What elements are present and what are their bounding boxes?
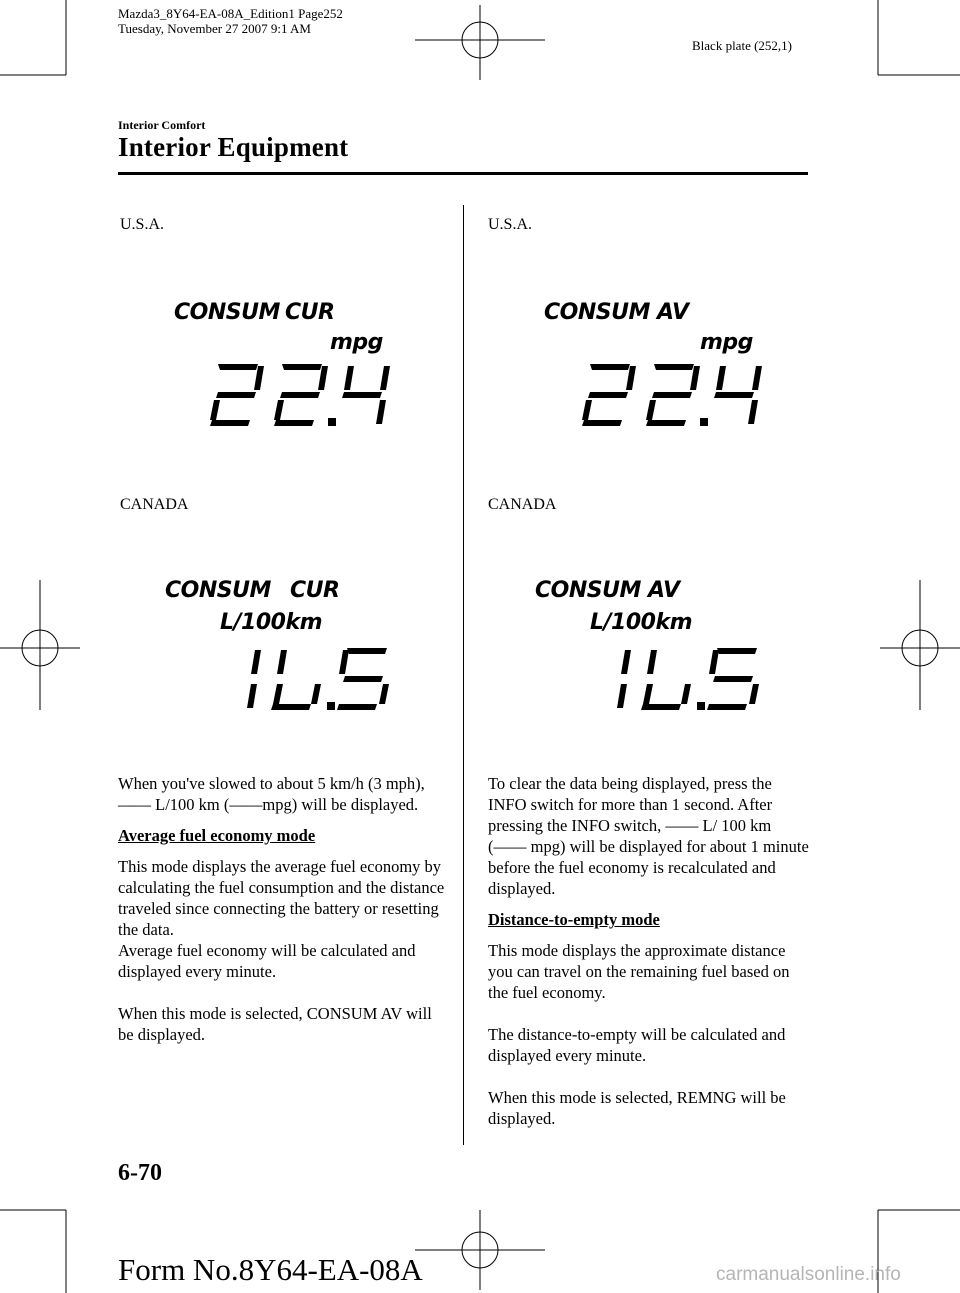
- lcd-unit: L/100km: [590, 610, 693, 635]
- lcd-mode: CONSUM AV: [535, 578, 680, 603]
- page-number: 6-70: [118, 1160, 162, 1186]
- lcd-digits: [243, 646, 393, 712]
- left-column-text: [118, 773, 448, 1055]
- usa-label-left: U.S.A.: [120, 216, 165, 233]
- left-paragraph-2a: This mode displays the average fuel economy by calculating the fuel consumption and the distance traveled since connecting the battery or resetting the data.: [118, 857, 445, 939]
- file-meta-line2: Tuesday, November 27 2007 9:1 AM: [118, 21, 311, 36]
- lcd-unit: mpg: [330, 330, 383, 355]
- canada-label-left: CANADA: [120, 496, 189, 513]
- canada-label-right: CANADA: [488, 496, 557, 513]
- lcd-usa-av: [540, 300, 770, 430]
- lcd-unit: mpg: [700, 330, 753, 355]
- left-paragraph-3: When this mode is selected, CONSUM AV will be displayed.: [118, 1004, 432, 1044]
- lcd-sub: CUR: [290, 578, 340, 603]
- usa-label-right: U.S.A.: [488, 216, 533, 233]
- lcd-mode: CONSUM: [174, 300, 280, 325]
- distance-to-empty-heading: Distance-to-empty mode: [488, 910, 660, 929]
- watermark: carmanualsonline.info: [716, 1264, 901, 1285]
- column-divider: [463, 205, 464, 1145]
- section-label: Interior Comfort: [118, 118, 206, 132]
- page-title: Interior Equipment: [118, 132, 349, 162]
- form-number: Form No.8Y64-EA-08A: [118, 1252, 423, 1287]
- lcd-canada-av: [535, 578, 775, 718]
- right-paragraph-4: When this mode is selected, REMNG will be displayed.: [488, 1088, 786, 1128]
- plate-label: Black plate (252,1): [692, 38, 792, 53]
- title-rule: [118, 172, 808, 175]
- lcd-usa-cur: [170, 300, 400, 430]
- lcd-mode: CONSUM: [165, 578, 271, 603]
- lcd-unit: L/100km: [220, 610, 323, 635]
- right-column-text: [488, 773, 810, 1139]
- average-fuel-economy-heading: Average fuel economy mode: [118, 826, 316, 845]
- left-paragraph-2b: Average fuel economy will be calculated and displayed every minute.: [118, 941, 416, 981]
- right-paragraph-2: This mode displays the approximate distance you can travel on the remaining fuel based on the fuel economy.: [488, 941, 790, 1002]
- lcd-canada-cur: [165, 578, 405, 718]
- lcd-digits: [582, 362, 762, 428]
- lcd-sub: CUR: [285, 300, 335, 325]
- file-meta-line1: Mazda3_8Y64-EA-08A_Edition1 Page252: [118, 6, 343, 21]
- file-meta: [118, 6, 343, 36]
- right-paragraph-1: To clear the data being displayed, press the INFO switch for more than 1 second. After pressing the INFO switch, —— L/ 100 km (—— mpg) will be displayed for about 1 minute before the fuel economy is recalculated and displayed.: [488, 774, 809, 898]
- lcd-digits: [613, 646, 763, 712]
- left-paragraph-1: When you've slowed to about 5 km/h (3 mph), —— L/100 km (——mpg) will be displayed.: [118, 774, 425, 814]
- lcd-digits: [210, 362, 390, 428]
- right-paragraph-3: The distance-to-empty will be calculated and displayed every minute.: [488, 1025, 786, 1065]
- lcd-mode: CONSUM AV: [544, 300, 689, 325]
